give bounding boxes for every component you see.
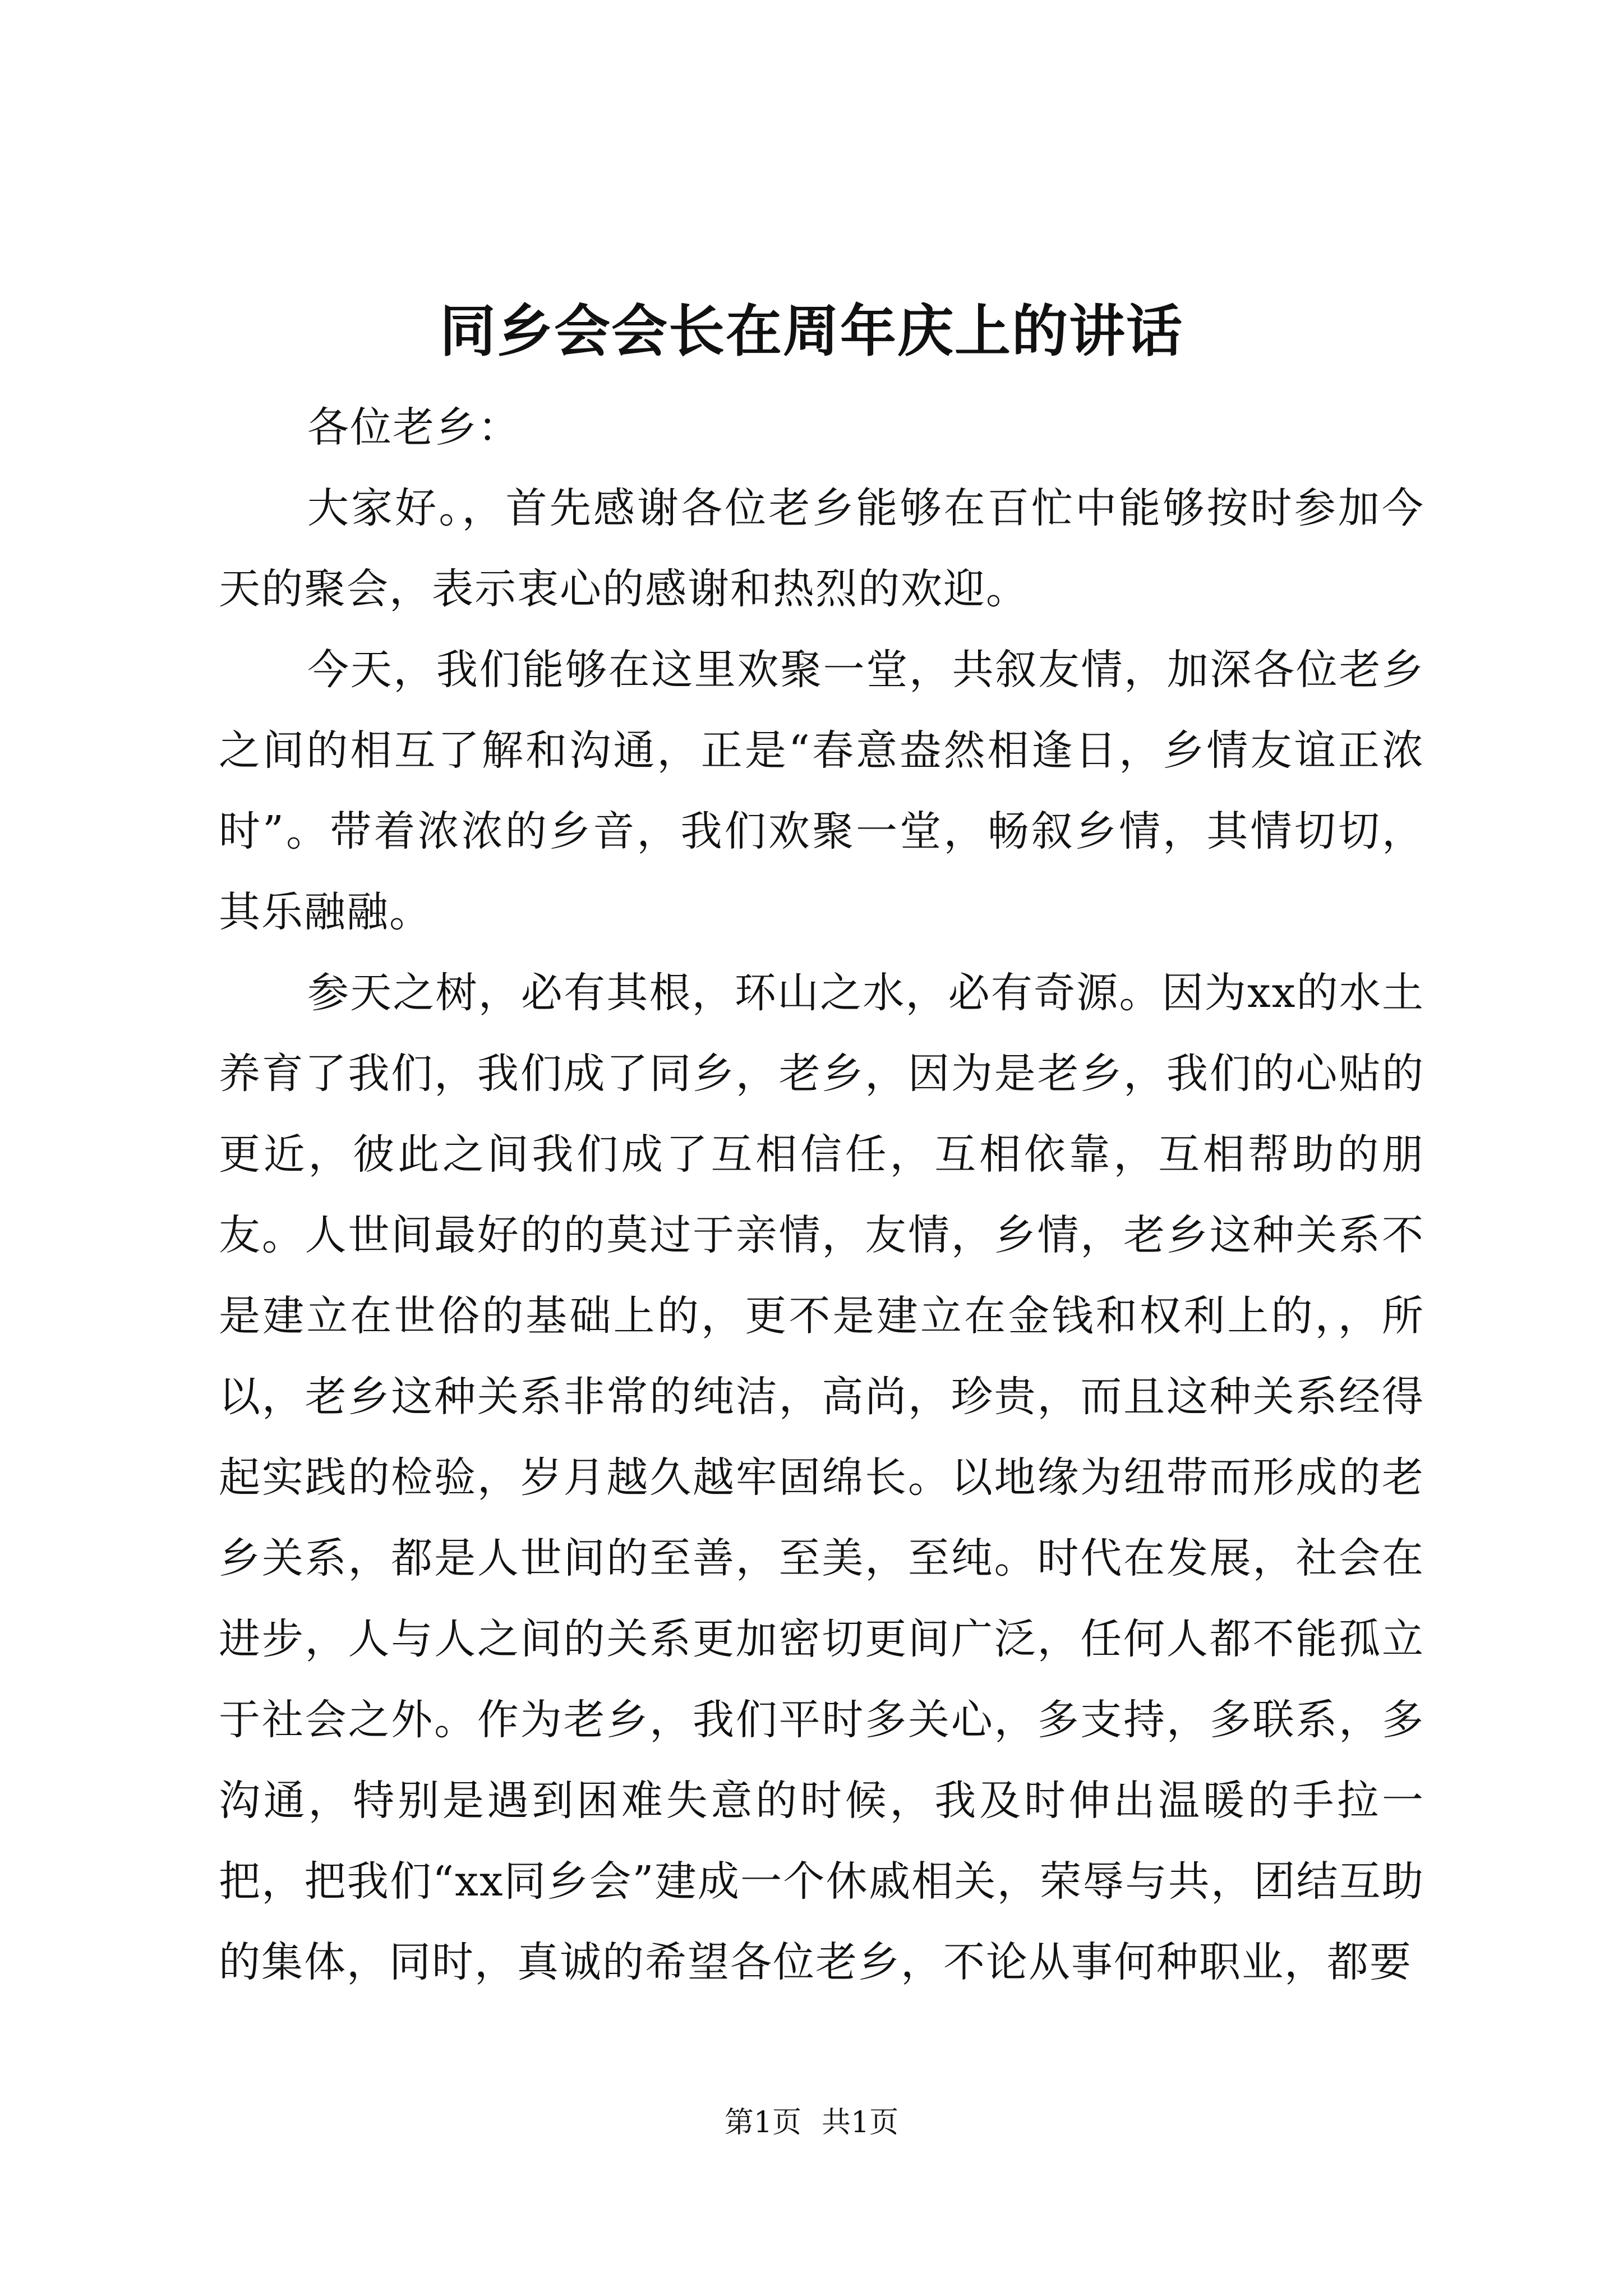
salutation-paragraph: 各位老乡： <box>307 403 520 452</box>
document-title: 同乡会会长在周年庆上的讲话 <box>440 298 1183 364</box>
page-footer <box>0 2100 1623 2145</box>
body-paragraph: 参天之树，必有其根，环山之水，必有奇源。因为xx的水土养育了我们，我们成了同乡，老乡，因为是老乡，我们的心贴的更近，彼此之间我们成了互相信任，互相依靠，互相帮助的朋友。人世间最好的的莫过于亲情，友情，乡情，老乡这种关系不是建立在世俗的基础上的，更不是建立在金钱和权利上的，，所以，老乡这种关系非常的纯洁，高尚，珍贵，而且这种关系经得起实践的检验，岁月越久越牢固绵长。以地缘为纽带而形成的老乡关系，都是人世间的至善，至美，至纯。时代在发展，社会在进步，人与人之间的关系更加密切更间广泛，任何人都不能孤立于社会之外。作为老乡，我们平时多关心，多支持，多联系，多沟通，特别是遇到困难失意的时候，我及时伸出温暖的手拉一把，把我们“xx同乡会”建成一个休戚相关，荣辱与共，团结互助的集体，同时，真诚的希望各位老乡，不论从事何种职业，都要 <box>219 969 1424 1986</box>
page-number-current: 第1页 <box>724 2106 801 2139</box>
body-paragraph: 今天，我们能够在这里欢聚一堂，共叙友情，加深各位老乡之间的相互了解和沟通，正是“春意盎然相逢日，乡情友谊正浓时”。带着浓浓的乡音，我们欢聚一堂，畅叙乡情，其情切切，其乐融融。 <box>219 646 1424 936</box>
body-paragraph: 大家好。，首先感谢各位老乡能够在百忙中能够按时参加今天的聚会，表示衷心的感谢和热烈的欢迎。 <box>219 484 1424 613</box>
page-number-total: 共1页 <box>822 2106 899 2139</box>
document-body <box>219 387 1424 2003</box>
